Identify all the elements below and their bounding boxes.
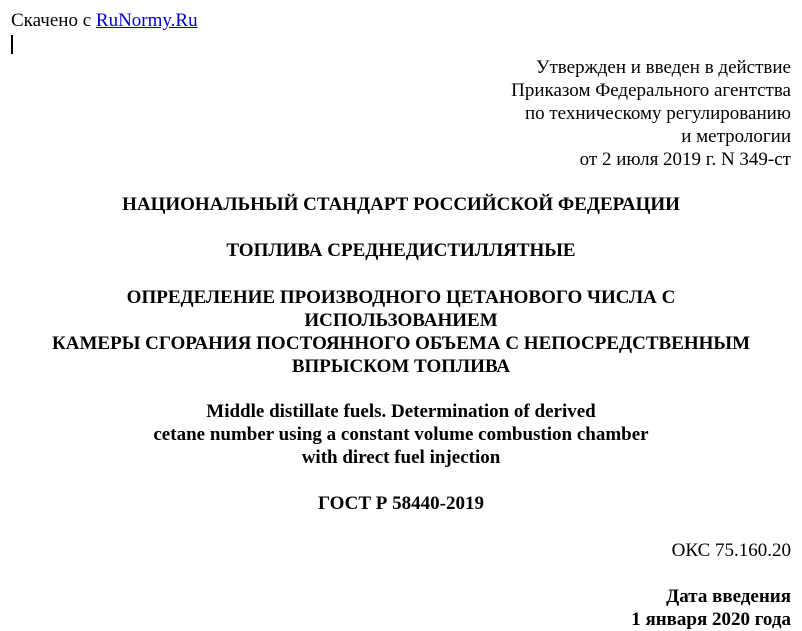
approval-line: Утвержден и введен в действие <box>536 57 791 78</box>
russian-title-line: ВПРЫСКОМ ТОПЛИВА <box>291 356 511 377</box>
approval-block <box>511 56 791 171</box>
english-title-line: with direct fuel injection <box>301 447 501 468</box>
english-title-line: cetane number using a constant volume combustion chamber <box>153 424 649 445</box>
russian-title-line: ОПРЕДЕЛЕНИЕ ПРОИЗВОДНОГО ЦЕТАНОВОГО ЧИСЛА С <box>126 287 676 308</box>
english-title <box>0 400 802 469</box>
source-link[interactable]: RuNormy.Ru <box>95 10 198 31</box>
introduction-date-value: 1 января 2020 года <box>631 609 791 630</box>
introduction-date-label: Дата введения <box>666 586 791 607</box>
english-title-line: Middle distillate fuels. Determination of derived <box>206 401 596 422</box>
russian-title-line: КАМЕРЫ СГОРАНИЯ ПОСТОЯННОГО ОБЪЕМА С НЕПОСРЕДСТВЕННЫМ <box>51 333 751 354</box>
source-prefix: Скачено с <box>11 10 92 31</box>
introduction-date-block <box>631 585 791 631</box>
approval-line: Приказом Федерального агентства <box>511 80 791 101</box>
standard-type-heading: НАЦИОНАЛЬНЫЙ СТАНДАРТ РОССИЙСКОЙ ФЕДЕРАЦИИ <box>122 194 680 215</box>
approval-line: и метрологии <box>681 126 791 147</box>
russian-title-line: ИСПОЛЬЗОВАНИЕМ <box>304 310 498 331</box>
standard-code: ГОСТ Р 58440-2019 <box>318 493 484 514</box>
text-cursor <box>11 35 13 54</box>
source-line <box>11 9 198 32</box>
classifier-code: ОКС 75.160.20 <box>671 540 791 561</box>
subject-heading: ТОПЛИВА СРЕДНЕДИСТИЛЛЯТНЫЕ <box>226 240 576 261</box>
approval-line: от 2 июля 2019 г. N 349-ст <box>579 149 791 170</box>
russian-title <box>0 286 802 378</box>
approval-line: по техническому регулированию <box>524 103 791 124</box>
